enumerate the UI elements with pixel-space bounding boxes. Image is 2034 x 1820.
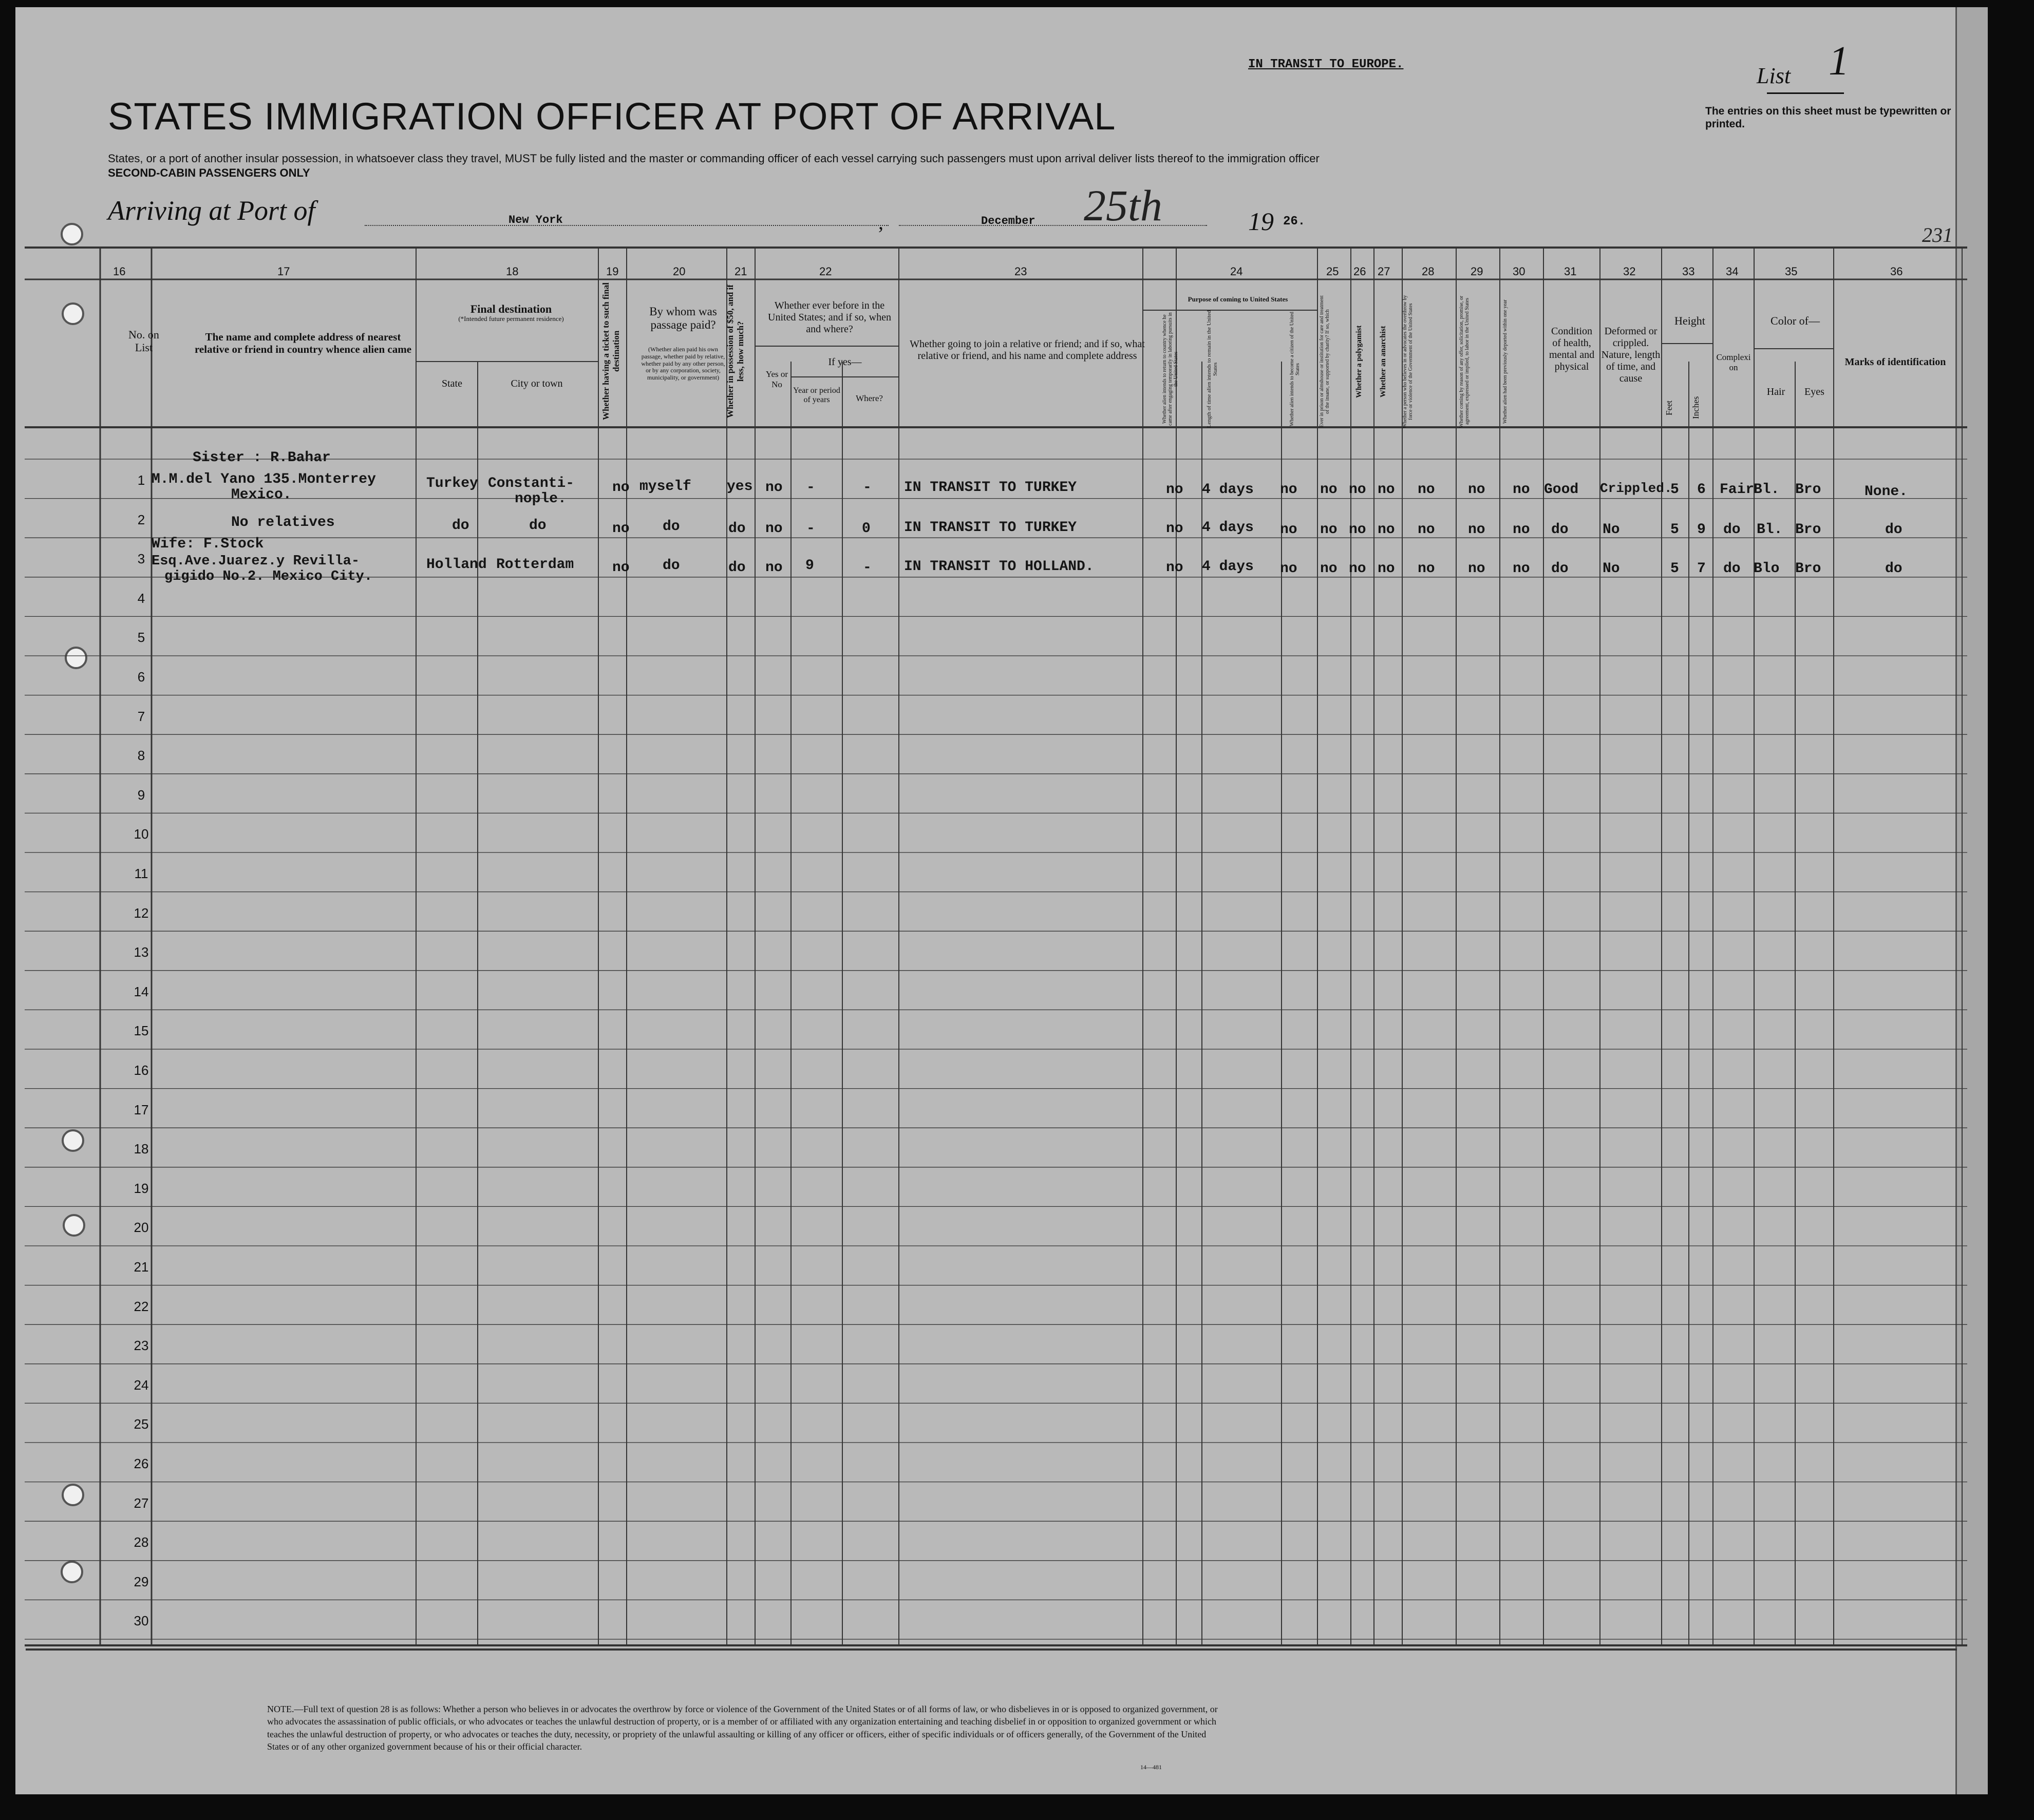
header-length: Length of time alien intends to remain in the United States xyxy=(1206,310,1218,428)
header-money: Whether in possession of $50, and if less, how much? xyxy=(725,285,745,418)
row3-relative-line2: gigido No.2. Mexico City. xyxy=(164,569,373,584)
row1-before: no xyxy=(765,480,783,496)
header-hair: Hair xyxy=(1766,386,1785,397)
row-number: 18 xyxy=(134,1141,149,1157)
row3-anarchist: no xyxy=(1378,561,1395,577)
row3-q29: no xyxy=(1468,561,1485,577)
port-value: New York xyxy=(509,214,563,226)
row1-money: yes xyxy=(727,479,753,495)
header-passage-paid-sub: (Whether alien paid his own passage, whether paid by relative, whether paid by any other person, or by any corporation, society, municipality, or government) xyxy=(641,346,725,382)
header-eyes: Eyes xyxy=(1804,386,1824,397)
row2-hair: Bl. xyxy=(1757,522,1783,538)
row1-relative-line3: Mexico. xyxy=(231,487,292,503)
row1-relative-line2: M.M.del Yano 135.Monterrey xyxy=(152,471,376,487)
row2-return: no xyxy=(1166,521,1183,537)
row3-health: do xyxy=(1551,561,1569,577)
row2-complexion: do xyxy=(1723,522,1741,538)
row1-city: Constanti- xyxy=(488,476,575,491)
row3-q28: no xyxy=(1418,561,1435,577)
row-number: 23 xyxy=(134,1338,149,1354)
column-number: 30 xyxy=(1513,265,1526,278)
header-no-on-list: No. on List xyxy=(128,328,159,354)
row-number: 14 xyxy=(134,983,149,999)
row1-deformed: Crippled. xyxy=(1600,481,1672,496)
row-number: 4 xyxy=(137,590,145,606)
row-number: 5 xyxy=(137,630,145,646)
header-health: Condition of health, mental and physical xyxy=(1549,326,1595,372)
list-label: List xyxy=(1757,63,1791,88)
footer-note: NOTE.—Full text of question 28 is as follows: Whether a person who believes in or advocates the overthrow by force or violence of the Government of the United States or of all forms of law, or who disbelieves in or is opposed to organized government, or who advocates the assassination of public officials, or who advocates or teaches the unlawful destruction of property, or is a member of or affiliated with any organization entertaining and teaching disbelief in or opposition to organized government or which teaches the unlawful destruction of property, or who advocates or teaches the duty, necessity, or propriety of the unlawful assaulting or killing of any officer or officers, either of specific individuals or of officers generally, of the Government of the United States or of any other organized government because of his or their official character. xyxy=(267,1704,1218,1752)
row1-hair: Bl. xyxy=(1754,482,1780,498)
row3-where: - xyxy=(863,560,872,576)
row2-length: 4 days xyxy=(1202,520,1254,536)
row2-state: do xyxy=(452,518,469,534)
row1-city-line2: nople. xyxy=(515,491,567,507)
manifest-sheet xyxy=(15,7,1988,1794)
header-deported: Whether alien had been previously deported within one year xyxy=(1502,299,1508,424)
row2-city: do xyxy=(529,518,547,534)
header-state: State xyxy=(442,378,462,389)
header-feet: Feet xyxy=(1664,400,1674,415)
row2-citizen: no xyxy=(1280,522,1297,538)
row2-q28: no xyxy=(1418,522,1435,538)
row2-paid: do xyxy=(663,519,680,535)
row1-relative-line1: Sister : R.Bahar xyxy=(193,450,331,466)
row3-city: Rotterdam xyxy=(496,557,574,573)
row1-polygamist: no xyxy=(1349,482,1366,498)
column-number: 19 xyxy=(606,265,619,278)
row2-before: no xyxy=(765,521,783,537)
row1-year: - xyxy=(806,480,815,496)
column-number: 34 xyxy=(1726,265,1739,278)
row3-inches: 7 xyxy=(1697,561,1706,577)
row-number: 24 xyxy=(134,1377,149,1393)
row3-return: no xyxy=(1166,560,1183,576)
row1-length: 4 days xyxy=(1202,482,1254,498)
month-value: December xyxy=(981,215,1035,228)
header-purpose: Purpose of coming to United States xyxy=(1188,295,1288,303)
year-prefix: 19 xyxy=(1248,207,1274,236)
row3-length: 4 days xyxy=(1202,559,1254,575)
comma-mark: , xyxy=(878,211,883,234)
header-where: Where? xyxy=(856,393,883,403)
row3-state: Holland xyxy=(426,557,487,573)
row1-anarchist: no xyxy=(1378,482,1395,498)
row3-q30: no xyxy=(1513,561,1530,577)
row2-money: do xyxy=(728,521,746,537)
row3-money: do xyxy=(728,560,746,576)
row1-citizen: no xyxy=(1280,482,1297,498)
class-line: SECOND-CABIN PASSENGERS ONLY xyxy=(108,166,310,179)
row-number: 12 xyxy=(134,905,149,921)
row2-prison: no xyxy=(1320,522,1338,538)
row1-q28: no xyxy=(1418,482,1435,498)
row2-join: IN TRANSIT TO TURKEY xyxy=(904,520,1077,536)
row2-marks: do xyxy=(1885,522,1903,538)
list-number: 1 xyxy=(1829,39,1849,84)
row1-prison: no xyxy=(1320,482,1338,498)
row3-before: no xyxy=(765,560,783,576)
column-number: 21 xyxy=(734,265,747,278)
row1-feet: 5 xyxy=(1670,482,1679,498)
row2-year: - xyxy=(806,521,815,537)
row2-q29: no xyxy=(1468,522,1485,538)
column-number: 26 xyxy=(1353,265,1366,278)
header-city: City or town xyxy=(511,378,563,389)
column-number: 28 xyxy=(1422,265,1435,278)
typewritten-note: The entries on this sheet must be typewritten or printed. xyxy=(1705,105,1951,130)
row2-anarchist: no xyxy=(1378,522,1395,538)
column-number: 16 xyxy=(113,265,126,278)
footer-rule xyxy=(26,1648,1957,1651)
row-number: 26 xyxy=(134,1456,149,1471)
header-inches: Inches xyxy=(1691,396,1701,420)
row3-prison: no xyxy=(1320,561,1338,577)
row-number: 11 xyxy=(134,866,148,881)
page-number: 231 xyxy=(1922,223,1953,247)
row1-join: IN TRANSIT TO TURKEY xyxy=(904,480,1077,496)
row3-citizen: no xyxy=(1280,561,1297,577)
header-relative: The name and complete address of nearest relative or friend in country whence alien came xyxy=(194,331,412,356)
row3-feet: 5 xyxy=(1670,561,1679,577)
header-join-relative: Whether going to join a relative or friend; and if so, what relative or friend, and his name and complete address xyxy=(910,338,1145,362)
header-if-yes: If yes— xyxy=(828,356,862,368)
row3-relative-line0: Wife: F.Stock xyxy=(152,536,264,552)
header-ticket: Whether having a ticket to such final destination xyxy=(601,282,621,420)
row2-q30: no xyxy=(1513,522,1530,538)
row3-eyes: Bro xyxy=(1795,561,1821,577)
column-number: 36 xyxy=(1890,265,1903,278)
row3-year: 9 xyxy=(805,558,814,574)
page-title: STATES IMMIGRATION OFFICER AT PORT OF ARRIVAL xyxy=(108,95,1116,138)
row-number: 6 xyxy=(137,669,145,685)
year-suffix: 26. xyxy=(1283,215,1306,229)
row2-relative: No relatives xyxy=(231,515,335,530)
row-number: 21 xyxy=(134,1259,149,1275)
header-prison: Ever in prison or almshouse or institution for care and treatment of the insane, or supported by charity? If so, which xyxy=(1319,295,1330,428)
row2-where: 0 xyxy=(862,521,871,537)
row1-eyes: Bro xyxy=(1795,482,1821,498)
row-number: 7 xyxy=(137,708,145,724)
row3-paid: do xyxy=(663,558,680,574)
header-passage-paid: By whom was passage paid? xyxy=(649,305,717,332)
column-number: 18 xyxy=(506,265,519,278)
column-number: 31 xyxy=(1564,265,1577,278)
row1-ticket: no xyxy=(612,480,630,496)
row1-return: no xyxy=(1166,482,1183,498)
column-number: 20 xyxy=(673,265,686,278)
row-number: 9 xyxy=(137,787,145,803)
row-number: 10 xyxy=(134,826,149,842)
row-number: 27 xyxy=(134,1495,149,1511)
column-number: 33 xyxy=(1682,265,1695,278)
column-number: 25 xyxy=(1326,265,1339,278)
header-deformed: Deformed or crippled. Nature, length of time, and cause xyxy=(1601,326,1661,384)
row2-polygamist: no xyxy=(1349,522,1366,538)
header-yes-no: Yes or No xyxy=(765,369,788,389)
row2-inches: 9 xyxy=(1697,522,1706,538)
header-height: Height xyxy=(1674,314,1705,327)
row-number: 15 xyxy=(134,1023,149,1039)
header-complexion: Complexion xyxy=(1716,352,1751,372)
row3-complexion: do xyxy=(1723,561,1741,577)
row-number: 13 xyxy=(134,944,149,960)
row1-state: Turkey xyxy=(426,476,478,491)
row-number: 3 xyxy=(137,551,145,567)
row-number: 17 xyxy=(134,1102,149,1117)
header-overthrow: Whether a person who believes in or advocates the overthrow by force or violence of the Government of the United States xyxy=(1402,295,1414,428)
row-number: 1 xyxy=(137,472,145,488)
row1-health: Good xyxy=(1544,482,1579,498)
row3-marks: do xyxy=(1885,561,1903,577)
transit-stamp: IN TRANSIT TO EUROPE. xyxy=(1248,58,1404,71)
row-number: 30 xyxy=(134,1613,149,1629)
row2-eyes: Bro xyxy=(1795,522,1821,538)
row2-feet: 5 xyxy=(1670,522,1679,538)
header-anarchist: Whether an anarchist xyxy=(1379,326,1387,397)
header-before-us: Whether ever before in the United States; and if so, when and where? xyxy=(768,300,891,335)
row3-ticket: no xyxy=(612,560,630,576)
row-number: 25 xyxy=(134,1416,149,1432)
row2-health: do xyxy=(1551,522,1569,538)
header-return: Whether alien intends to return to country whence he came after engaging temporarily in laboring pursuits in the United States xyxy=(1162,312,1179,426)
row-number: 19 xyxy=(134,1180,149,1196)
form-code: 14—481 xyxy=(1140,1764,1162,1771)
header-final-destination-sub: (*Intended future permanent residence) xyxy=(458,315,564,323)
column-number: 27 xyxy=(1378,265,1390,278)
header-polygamist: Whether a polygamist xyxy=(1355,325,1363,398)
arriving-label: Arriving at Port of xyxy=(108,195,315,226)
row-number: 29 xyxy=(134,1573,149,1589)
row-number: 28 xyxy=(134,1534,149,1550)
row2-ticket: no xyxy=(612,521,630,537)
row-number: 8 xyxy=(137,748,145,764)
row3-join: IN TRANSIT TO HOLLAND. xyxy=(904,559,1094,575)
row1-q30: no xyxy=(1513,482,1530,498)
column-number: 32 xyxy=(1623,265,1636,278)
row3-hair: Blo xyxy=(1754,561,1780,577)
row3-polygamist: no xyxy=(1349,561,1366,577)
row1-inches: 6 xyxy=(1697,482,1706,498)
row2-deformed: No xyxy=(1603,522,1620,538)
column-number: 22 xyxy=(819,265,832,278)
header-marks: Marks of identification xyxy=(1844,356,1946,368)
column-number: 17 xyxy=(277,265,290,278)
day-value: 25th xyxy=(1084,181,1162,230)
column-number: 29 xyxy=(1471,265,1483,278)
header-final-destination: Final destination xyxy=(470,302,552,315)
instruction-line: States, or a port of another insular possession, in whatsoever class they travel, MUST be fully listed and the master or commanding officer of each vessel carrying such passengers must upon arrival deliver lists thereof to the immigration officer xyxy=(108,152,1320,165)
row-number: 16 xyxy=(134,1063,149,1078)
row1-complexion: Fair xyxy=(1720,482,1755,498)
column-number: 23 xyxy=(1014,265,1027,278)
row3-relative-line1: Esq.Ave.Juarez.y Revilla- xyxy=(152,554,360,569)
row1-marks: None. xyxy=(1865,484,1908,500)
header-citizen: Whether alien intends to become a citizen of the United States xyxy=(1289,312,1301,427)
row3-deformed: No xyxy=(1603,561,1620,577)
row-number: 2 xyxy=(137,511,145,527)
header-color: Color of— xyxy=(1771,314,1820,327)
header-solicitation: Whether coming by reason of any offer, solicitation, promise, or agreement, expressed or implied, to labor in the United States xyxy=(1459,295,1470,428)
row-number: 22 xyxy=(134,1298,149,1314)
column-number: 35 xyxy=(1785,265,1798,278)
row1-where: - xyxy=(863,480,872,496)
column-number: 24 xyxy=(1230,265,1243,278)
row1-q29: no xyxy=(1468,482,1485,498)
header-year: Year or period of years xyxy=(793,386,840,405)
row1-paid: myself xyxy=(639,479,691,495)
row-number: 20 xyxy=(134,1220,149,1236)
